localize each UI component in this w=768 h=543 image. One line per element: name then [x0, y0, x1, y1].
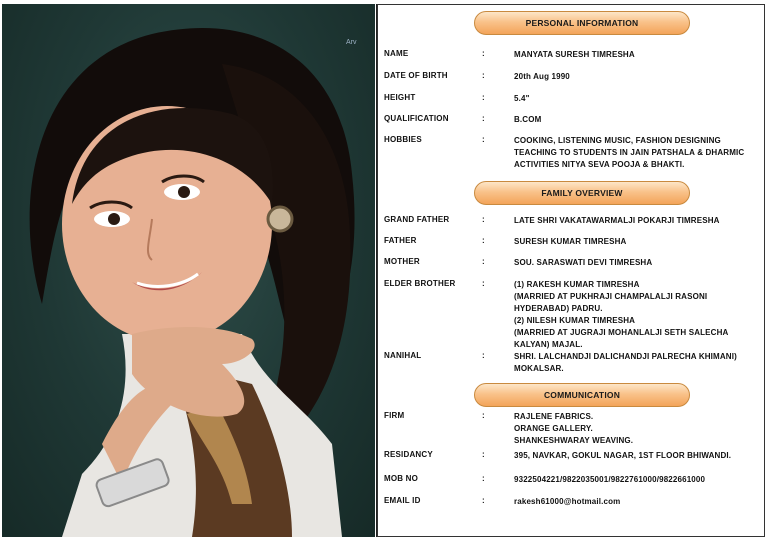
father-label: FATHER: [384, 236, 417, 245]
grand-father-value: LATE SHRI VAKATAWARMALJI POKARJI TIMRESHA: [514, 216, 720, 225]
elder-brother-line: (2) NILESH KUMAR TIMRESHA: [514, 316, 636, 325]
mother-value: SOU. SARASWATI DEVI TIMRESHA: [514, 258, 653, 267]
email-label: EMAIL ID: [384, 496, 421, 505]
mob-no-label: MOB NO: [384, 474, 419, 483]
colon: :: [482, 279, 485, 288]
mother-label: MOTHER: [384, 257, 420, 266]
colon: :: [482, 135, 485, 144]
firm-label: FIRM: [384, 411, 405, 420]
elder-brother-line: (MARRIED AT PUKHRAJI CHAMPALALJI RASONI: [514, 292, 708, 301]
colon: :: [482, 474, 485, 483]
qualification-label: QUALIFICATION: [384, 114, 449, 123]
residancy-label: RESIDANCY: [384, 450, 433, 459]
colon: :: [482, 257, 485, 266]
nanihal-line: SHRI. LALCHANDJI DALICHANDJI PALRECHA KHIMANI): [514, 352, 737, 361]
hobbies-label: HOBBIES: [384, 135, 422, 144]
hobbies-value: [514, 135, 760, 171]
height-label: HEIGHT: [384, 93, 416, 102]
section-header-family: FAMILY OVERVIEW: [474, 181, 690, 205]
elder-brother-value: [514, 279, 760, 351]
father-value: SURESH KUMAR TIMRESHA: [514, 237, 627, 246]
firm-line: SHANKESHWARAY WEAVING.: [514, 436, 634, 445]
name-value: MANYATA SURESH TIMRESHA: [514, 50, 635, 59]
colon: :: [482, 71, 485, 80]
colon: :: [482, 114, 485, 123]
colon: :: [482, 93, 485, 102]
qualification-value: B.COM: [514, 115, 542, 124]
elder-brother-line: KALYAN) MAJAL.: [514, 340, 583, 349]
elder-brother-line: (MARRIED AT JUGRAJI MOHANLALJI SETH SALECHA: [514, 328, 729, 337]
residancy-value: 395, NAVKAR, GOKUL NAGAR, 1ST FLOOR BHIWANDI.: [514, 451, 732, 460]
colon: :: [482, 49, 485, 58]
height-value: 5.4": [514, 94, 530, 103]
email-value: rakesh61000@hotmail.com: [514, 497, 621, 506]
colon: :: [482, 411, 485, 420]
svg-text:Arv: Arv: [346, 39, 357, 46]
hobbies-line: ACTIVITIES NITYA SEVA POOJA & BHAKTI.: [514, 160, 685, 169]
mob-no-value: 9322504221/9822035001/9822761000/9822661000: [514, 475, 706, 484]
colon: :: [482, 496, 485, 505]
section-header-personal: PERSONAL INFORMATION: [474, 11, 690, 35]
colon: :: [482, 450, 485, 459]
firm-line: ORANGE GALLERY.: [514, 424, 593, 433]
elder-brother-line: (1) RAKESH KUMAR TIMRESHA: [514, 280, 640, 289]
hobbies-line: TEACHING TO STUDENTS IN JAIN PATSHALA & DHARMIC: [514, 148, 745, 157]
portrait-photo: [2, 4, 375, 537]
portrait-illustration: [2, 4, 375, 537]
grand-father-label: GRAND FATHER: [384, 215, 450, 224]
colon: :: [482, 236, 485, 245]
dob-label: DATE OF BIRTH: [384, 71, 448, 80]
colon: :: [482, 351, 485, 360]
colon: :: [482, 215, 485, 224]
dob-value: 20th Aug 1990: [514, 72, 570, 81]
firm-value: [514, 411, 760, 447]
elder-brother-label: ELDER BROTHER: [384, 279, 456, 288]
biodata-panel: [377, 4, 765, 537]
elder-brother-line: HYDERABAD) PADRU.: [514, 304, 603, 313]
nanihal-line: MOKALSAR.: [514, 364, 564, 373]
hobbies-line: COOKING, LISTENING MUSIC, FASHION DESIGNING: [514, 136, 721, 145]
name-label: NAME: [384, 49, 409, 58]
section-header-communication: COMMUNICATION: [474, 383, 690, 407]
firm-line: RAJLENE FABRICS.: [514, 412, 594, 421]
nanihal-value: [514, 351, 760, 375]
nanihal-label: NANIHAL: [384, 351, 422, 360]
